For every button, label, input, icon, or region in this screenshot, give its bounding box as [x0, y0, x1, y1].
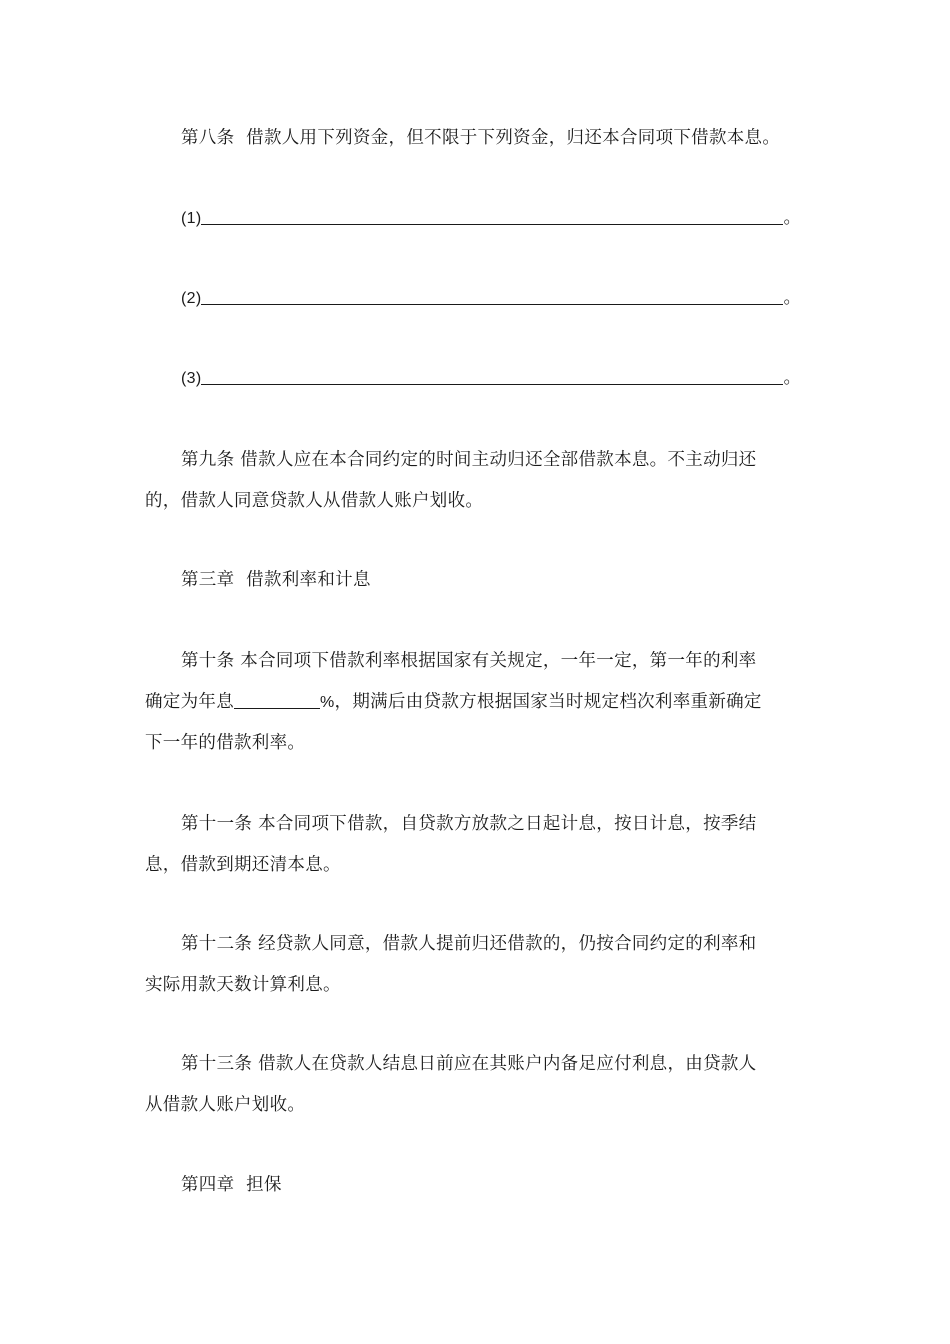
chapter-4-number: 第四章	[181, 1175, 235, 1195]
article-10-line-1	[145, 641, 815, 682]
article-10-rate-suffix: ，期满后由贷款方根据国家当时规定档次利率重新确定	[334, 692, 762, 712]
article-9-line-1	[145, 440, 815, 481]
article-13-line-1	[145, 1044, 815, 1085]
article-13-text-1: 借款人在贷款人结息日前应在其账户内备足应付利息，由贷款人	[258, 1054, 757, 1074]
fund-item-2-label: (2)	[181, 290, 202, 307]
article-9-text-1: 借款人应在本合同约定的时间主动归还全部借款本息。不主动归还	[240, 450, 757, 470]
article-9-line-2: 的，借款人同意贷款人从借款人账户划收。	[145, 491, 484, 511]
article-8-heading: 第八条	[181, 128, 235, 148]
article-11-paragraph	[145, 804, 815, 886]
chapter-4-heading	[145, 1165, 815, 1206]
fund-item-1	[145, 198, 815, 239]
article-12-heading: 第十二条	[181, 934, 253, 954]
annual-rate-blank[interactable]	[234, 688, 320, 709]
chapter-4-title: 担保	[246, 1175, 282, 1195]
article-11-line-1	[145, 804, 815, 845]
chapter-3-heading	[145, 560, 815, 601]
article-10-line-3: 下一年的借款利率。	[145, 733, 306, 753]
chapter-3-title: 借款利率和计息	[246, 570, 371, 590]
fund-item-3-end: 。	[783, 368, 802, 388]
article-10-text-1: 本合同项下借款利率根据国家有关规定，一年一定，第一年的利率	[240, 651, 757, 671]
article-11-line-2: 息，借款到期还清本息。	[145, 855, 341, 875]
fund-item-3	[145, 358, 815, 399]
fund-item-3-blank[interactable]	[201, 364, 783, 385]
article-13-heading: 第十三条	[181, 1054, 253, 1074]
fund-item-1-label: (1)	[181, 210, 202, 227]
fund-item-2	[145, 278, 815, 319]
chapter-3-number: 第三章	[181, 570, 235, 590]
article-10-line-2	[145, 682, 815, 723]
article-13-line-2: 从借款人账户划收。	[145, 1095, 306, 1115]
article-11-heading: 第十一条	[181, 814, 253, 834]
fund-item-1-end: 。	[783, 208, 802, 228]
percent-sign: %	[320, 694, 335, 711]
article-9-heading: 第九条	[181, 450, 235, 470]
article-8-text: 借款人用下列资金，但不限于下列资金，归还本合同项下借款本息。	[246, 128, 781, 148]
article-12-line-1	[145, 924, 815, 965]
article-12-paragraph	[145, 924, 815, 1006]
article-12-text-1: 经贷款人同意，借款人提前归还借款的，仍按合同约定的利率和	[258, 934, 757, 954]
article-13-paragraph	[145, 1044, 815, 1126]
fund-item-2-end: 。	[783, 288, 802, 308]
article-10-heading: 第十条	[181, 651, 235, 671]
fund-item-1-blank[interactable]	[201, 204, 783, 225]
article-10-paragraph	[145, 641, 815, 764]
article-9-paragraph	[145, 440, 815, 522]
article-8-paragraph	[145, 118, 815, 159]
article-10-rate-prefix: 确定为年息	[145, 692, 234, 712]
fund-item-3-label: (3)	[181, 370, 202, 387]
fund-item-2-blank[interactable]	[201, 284, 783, 305]
article-11-text-1: 本合同项下借款，自贷款方放款之日起计息，按日计息，按季结	[258, 814, 757, 834]
article-12-line-2: 实际用款天数计算利息。	[145, 975, 341, 995]
